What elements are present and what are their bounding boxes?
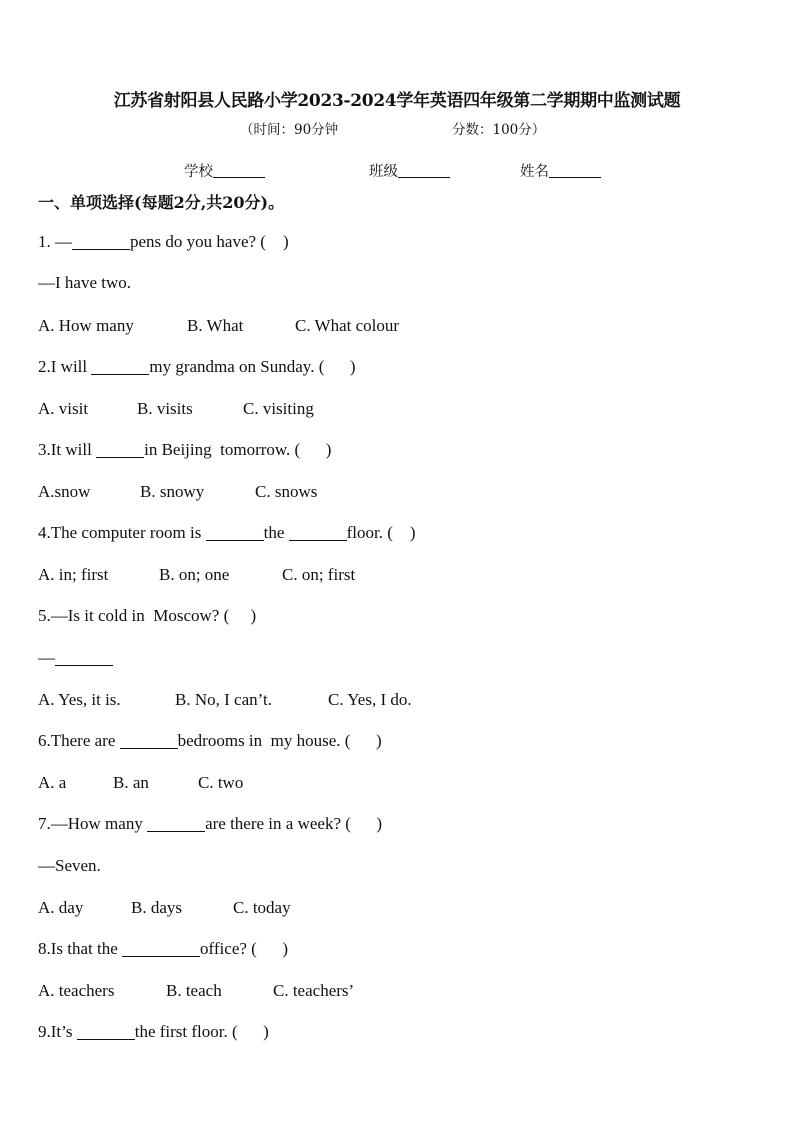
q2-option-a: A. visit xyxy=(38,399,89,418)
q1-stem-end: pens do you have? ( ) xyxy=(130,232,289,251)
q7-option-b: B. days xyxy=(131,898,182,917)
q2-stem-start: 2.I will xyxy=(38,357,92,376)
q3-option-c: C. snows xyxy=(255,482,318,501)
q2-stem-end: my grandma on Sunday. ( ) xyxy=(149,357,356,376)
q3-option-a: A.snow xyxy=(38,482,91,501)
q3-option-b: B. snowy xyxy=(140,482,205,501)
q3-blank xyxy=(96,442,144,458)
question-5: 5.—Is it cold in Moscow? ( ) xyxy=(38,606,257,625)
q3-stem-end: in Beijing tomorrow. ( ) xyxy=(144,440,332,459)
school-field xyxy=(184,160,265,181)
q5-blank xyxy=(55,650,113,666)
q4-blank-2 xyxy=(289,525,347,541)
name-label: 姓名 xyxy=(520,164,549,180)
q4-option-a: A. in; first xyxy=(38,565,109,584)
q6-stem-end: bedrooms in my house. ( ) xyxy=(177,731,382,750)
school-blank xyxy=(213,163,265,178)
q4-stem-end: floor. ( ) xyxy=(346,523,416,542)
class-blank xyxy=(398,163,450,178)
q7-blank xyxy=(147,816,205,832)
name-blank xyxy=(549,163,601,178)
q7-option-a: A. day xyxy=(38,898,84,917)
q8-option-c: C. teachers’ xyxy=(273,981,355,1000)
section-heading: 一、单项选择(每题2分,共20分)。 xyxy=(38,193,285,212)
q2-blank xyxy=(91,359,149,375)
q8-option-b: B. teach xyxy=(166,981,222,1000)
question-8 xyxy=(38,939,288,959)
exam-score: 分数：100分） xyxy=(452,122,546,138)
q9-blank xyxy=(77,1024,135,1040)
exam-time: （时间：90分钟 xyxy=(240,122,339,138)
q4-stem-middle: the xyxy=(263,523,289,542)
q9-stem-end: the first floor. ( ) xyxy=(134,1022,269,1041)
class-field xyxy=(369,160,450,181)
question-7 xyxy=(38,814,382,834)
q5-option-c: C. Yes, I do. xyxy=(328,690,412,709)
q2-option-b: B. visits xyxy=(137,399,193,418)
q1-option-c: C. What colour xyxy=(295,316,400,335)
name-field xyxy=(520,160,601,181)
q4-option-b: B. on; one xyxy=(159,565,230,584)
exam-title: 江苏省射阳县人民路小学2023-2024学年英语四年级第二学期期中监测试题 xyxy=(113,91,681,111)
q8-blank xyxy=(122,941,200,957)
q1-blank xyxy=(72,234,130,250)
q3-stem-start: 3.It will xyxy=(38,440,97,459)
q5-option-a: A. Yes, it is. xyxy=(38,690,121,709)
q6-stem-start: 6.There are xyxy=(38,731,120,750)
question-2 xyxy=(38,357,356,377)
q6-blank xyxy=(120,733,178,749)
q6-option-c: C. two xyxy=(198,773,244,792)
q8-option-a: A. teachers xyxy=(38,981,115,1000)
q1-option-a: A. How many xyxy=(38,316,134,335)
q4-option-c: C. on; first xyxy=(282,565,356,584)
q4-blank-1 xyxy=(206,525,264,541)
q2-option-c: C. visiting xyxy=(243,399,314,418)
q1-option-b: B. What xyxy=(187,316,244,335)
q7-option-c: C. today xyxy=(233,898,291,917)
q1-answer: —I have two. xyxy=(38,273,132,292)
question-6 xyxy=(38,731,382,751)
question-4 xyxy=(38,523,416,543)
q5-answer xyxy=(38,648,113,668)
school-label: 学校 xyxy=(184,164,213,180)
question-9 xyxy=(38,1022,269,1042)
q4-stem-start: 4.The computer room is xyxy=(38,523,206,542)
class-label: 班级 xyxy=(369,164,398,180)
question-1 xyxy=(38,232,289,252)
question-3 xyxy=(38,440,331,460)
q9-stem-start: 9.It’s xyxy=(38,1022,77,1041)
q7-answer: —Seven. xyxy=(38,856,101,875)
q5-option-b: B. No, I can’t. xyxy=(175,690,272,709)
q7-stem-start: 7.—How many xyxy=(38,814,148,833)
q8-stem-end: office? ( ) xyxy=(200,939,288,958)
q5-answer-dash: — xyxy=(38,648,55,667)
q6-option-a: A. a xyxy=(38,773,67,792)
q8-stem-start: 8.Is that the xyxy=(38,939,123,958)
q6-option-b: B. an xyxy=(113,773,149,792)
q1-stem-start: 1. — xyxy=(38,232,72,251)
q7-stem-end: are there in a week? ( ) xyxy=(205,814,383,833)
